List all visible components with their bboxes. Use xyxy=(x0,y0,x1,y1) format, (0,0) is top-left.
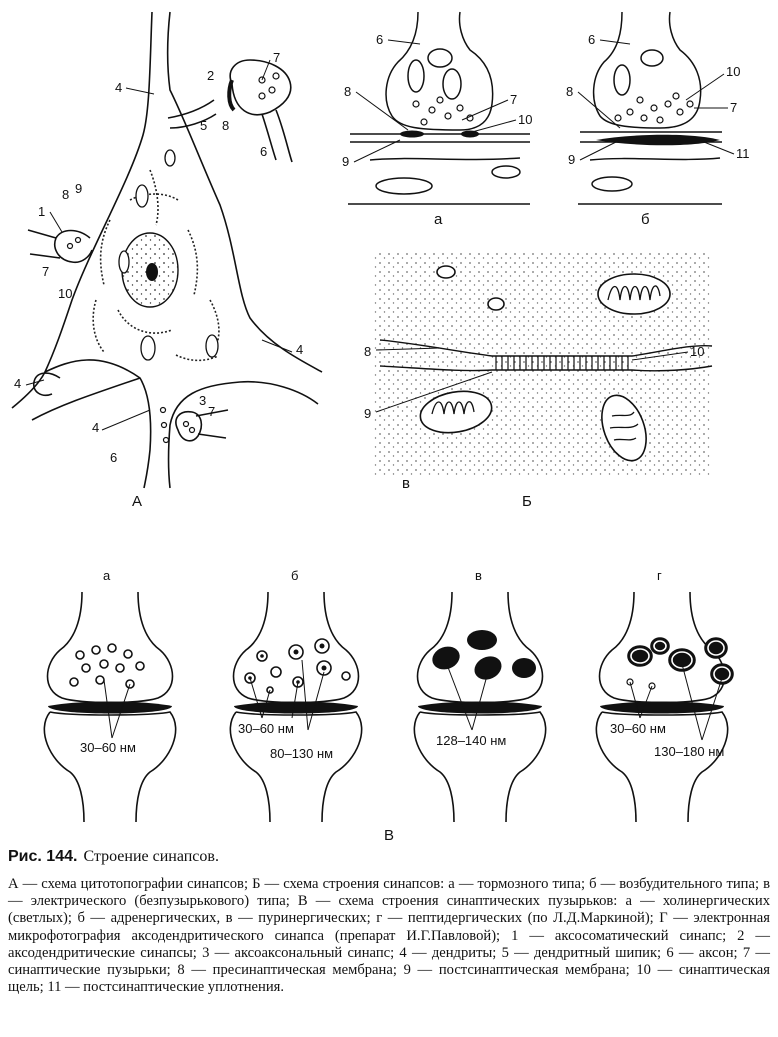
label-a-7-left: 7 xyxy=(42,264,50,279)
panel-v-b-letter: б xyxy=(291,568,299,583)
label-ba-9: 9 xyxy=(342,154,350,169)
panel-b-b-vesicles xyxy=(615,93,693,123)
label-a-4-top: 4 xyxy=(115,80,123,95)
panel-b-a-letter: а xyxy=(434,211,443,228)
label-a-9: 9 xyxy=(75,181,83,196)
panel-b-a-vesicles xyxy=(413,97,473,125)
caption-body: А — схема цитотопографии синапсов; Б — схема строения синапсов: а — тормозного типа; б — возбудительного типа; в — электрического (безпузырькового) типа; В — схема строения синаптических пузырьков: а — холинергических (светлых); б — адренергических, в — пуринергических; г — пептидергических (по Л.Д.Маркиной); Г — электронная микрофотография аксодендритического синапса (препарат И.Г.Павловой); 1 — аксосоматический синапс; 2 — аксодендритические синапсы; 3 — аксоаксональный синапс; 4 — дендриты; 5 — дендритный шипик; 6 — аксон; 7 — синаптические пузырьки; 8 — пресинаптическая мембрана; 9 — постсинаптическая мембрана; 10 — синаптическая щель; 11 — постсинаптические уплотнения. xyxy=(8,876,770,996)
label-ba-8: 8 xyxy=(344,84,352,99)
figure-caption xyxy=(8,848,770,996)
nucleolus xyxy=(146,263,158,281)
label-bv-10: 10 xyxy=(690,344,705,359)
panel-v-v-size: 128–140 нм xyxy=(436,733,507,748)
label-a-4-bottom: 4 xyxy=(92,420,100,435)
label-ba-7: 7 xyxy=(510,92,518,107)
panel-b-v-letter: в xyxy=(402,475,410,492)
panel-v-a-letter: а xyxy=(103,568,111,583)
label-a-7-top: 7 xyxy=(273,50,281,65)
panel-v-b-size-small: 30–60 нм xyxy=(238,721,294,736)
label-bv-8: 8 xyxy=(364,344,372,359)
label-a-6-top: 6 xyxy=(260,144,268,159)
panel-b-letter: Б xyxy=(522,493,532,510)
panel-v-g-letter: г xyxy=(657,568,662,583)
panel-b-ab-labels xyxy=(342,32,750,228)
figure-title: Строение синапсов. xyxy=(83,848,219,865)
panel-b-v xyxy=(372,250,712,475)
panel-v-a-size: 30–60 нм xyxy=(80,740,136,755)
label-bb-6: 6 xyxy=(588,32,596,47)
label-a-6-bottom: 6 xyxy=(110,450,118,465)
label-a-8-left: 8 xyxy=(62,187,70,202)
label-bb-8: 8 xyxy=(566,84,574,99)
label-a-5: 5 xyxy=(200,118,208,133)
label-bb-11: 11 xyxy=(736,146,750,161)
label-a-7-bottom: 7 xyxy=(208,404,216,419)
panel-v-g-size-large: 130–180 нм xyxy=(654,744,725,759)
panel-v xyxy=(44,592,733,822)
panel-b-b-density xyxy=(596,135,720,146)
label-bv-9: 9 xyxy=(364,406,372,421)
label-bb-7: 7 xyxy=(730,100,738,115)
caption-title-line xyxy=(8,848,770,866)
label-bb-10: 10 xyxy=(726,64,741,79)
panel-v-b-size-large: 80–130 нм xyxy=(270,746,334,761)
label-a-3: 3 xyxy=(199,393,207,408)
panel-v-letter: В xyxy=(384,827,395,844)
label-a-4-left: 4 xyxy=(14,376,22,391)
panel-v-g-size-small: 30–60 нм xyxy=(610,721,666,736)
label-ba-10: 10 xyxy=(518,112,533,127)
label-a-10: 10 xyxy=(58,286,73,301)
label-a-1: 1 xyxy=(38,204,46,219)
label-bb-9: 9 xyxy=(568,152,576,167)
figure-number: Рис. 144. xyxy=(8,848,78,865)
panel-b-b-letter: б xyxy=(641,211,650,228)
panel-v-v-letter: в xyxy=(475,568,482,583)
label-a-8-top: 8 xyxy=(222,118,230,133)
label-a-2: 2 xyxy=(207,68,215,83)
panel-a-letter: А xyxy=(132,493,143,510)
label-a-4-right: 4 xyxy=(296,342,304,357)
label-ba-6: 6 xyxy=(376,32,384,47)
